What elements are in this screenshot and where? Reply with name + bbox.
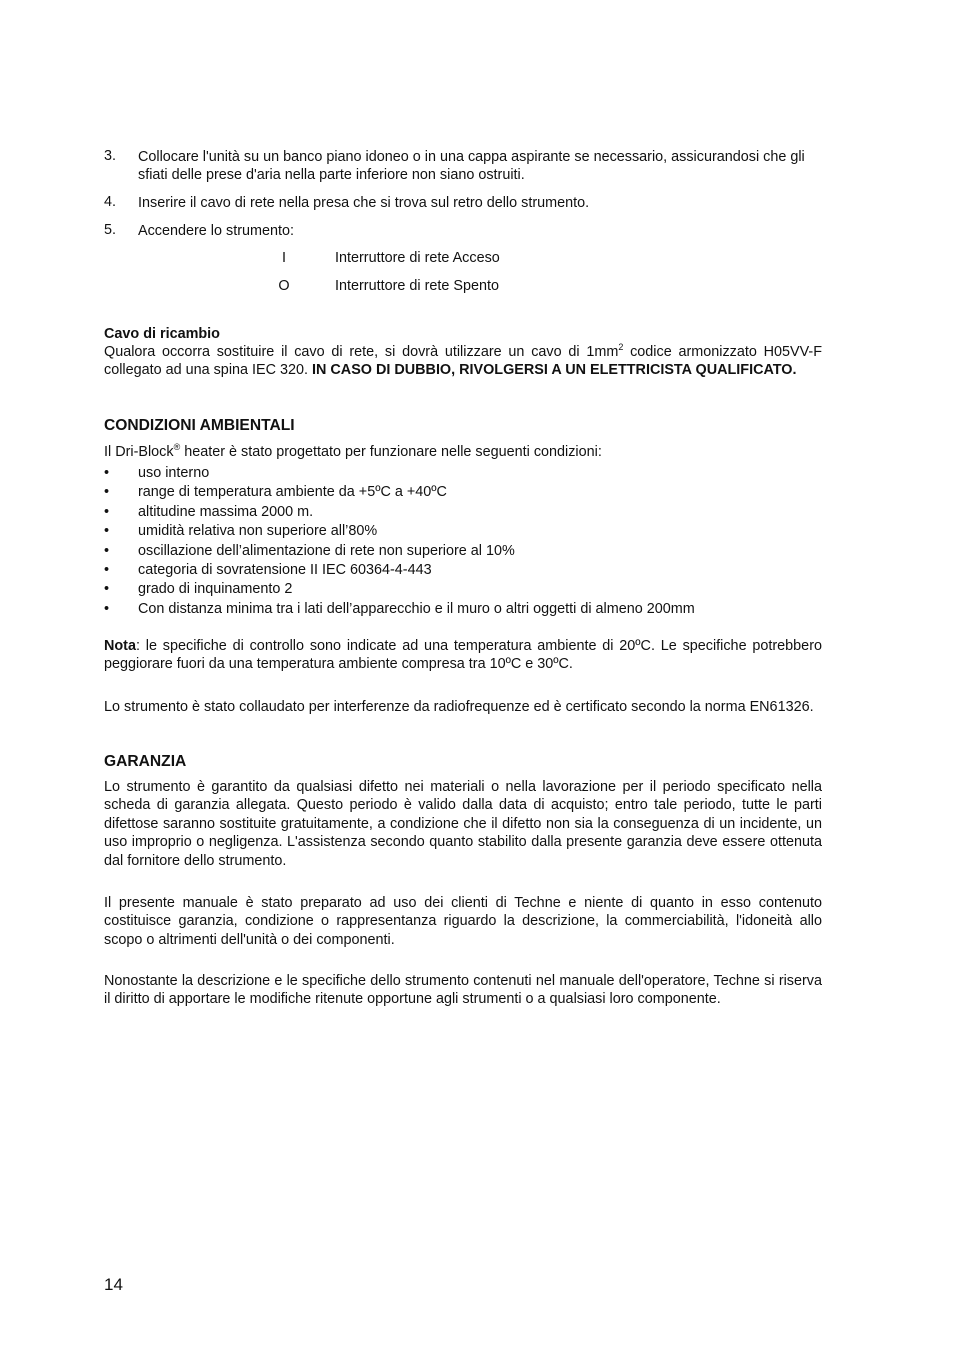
switch-description: Interruttore di rete Spento bbox=[335, 278, 499, 294]
condition-text: altitudine massima 2000 m. bbox=[138, 503, 314, 520]
list-item bbox=[104, 503, 864, 522]
bullet-icon: • bbox=[104, 523, 110, 540]
step-text: Inserire il cavo di rete nella presa che si trova sul retro dello strumento. bbox=[138, 195, 590, 211]
list-item bbox=[104, 580, 864, 599]
list-item bbox=[104, 600, 864, 619]
bullet-icon: • bbox=[104, 600, 110, 617]
spare-cable-text-2: codice armonizzato H05VV-F collegato ad una spina IEC 320. bbox=[104, 344, 822, 379]
note-text: : le specifiche di controllo sono indicate ad una temperatura ambiente di 20ºC. Le specifiche potrebbero peggiorare fuori da una temperatura ambiente compresa tra 10ºC e 30ºC. bbox=[104, 638, 822, 673]
switch-symbol: I bbox=[282, 250, 286, 266]
page-number: 14 bbox=[104, 1275, 123, 1294]
note-paragraph bbox=[104, 637, 822, 674]
condition-text: umidità relativa non superiore all’80% bbox=[138, 523, 378, 540]
warranty-paragraph: Lo strumento è garantito da qualsiasi difetto nei materiali o nella lavorazione per il periodo specificato nella scheda di garanzia allegata. Questo periodo è valido dalla data di acquisto; entro tale periodo, tutte le parti difettose saranno sostituite gratuitamente, a condizione che il difetto non sia la conseguenza di un incidente, un uso improprio o negligenza. L'assistenza secondo quanto stabilito dalla presente garanzia deve essere ottenuta dal fornitore dello strumento. bbox=[104, 779, 822, 869]
bullet-icon: • bbox=[104, 484, 110, 501]
warranty-paragraph: Nonostante la descrizione e le specifiche dello strumento contenuti nel manuale dell'operatore, Techne si riserva il diritto di apportare le modifiche ritenute opportune agli strumenti o a qualsiasi loro componente. bbox=[104, 973, 822, 1008]
step-number: 5. bbox=[104, 222, 117, 238]
emc-paragraph: Lo strumento è stato collaudato per interferenze da radiofrequenze ed è certificato secondo la norma EN61326. bbox=[104, 699, 814, 715]
list-item bbox=[104, 522, 864, 541]
condition-text: range di temperatura ambiente da +5ºC a +40ºC bbox=[138, 484, 447, 501]
bullet-icon: • bbox=[104, 465, 110, 481]
condition-text: oscillazione dell’alimentazione di rete non superiore al 10% bbox=[138, 542, 515, 559]
environment-intro bbox=[104, 443, 822, 461]
list-item bbox=[104, 542, 864, 561]
spare-cable-title: Cavo di ricambio bbox=[104, 326, 220, 342]
list-item bbox=[104, 464, 864, 483]
spare-cable-warning: IN CASO DI DUBBIO, RIVOLGERSI A UN ELETTRICISTA QUALIFICATO. bbox=[312, 362, 797, 379]
condition-text: categoria di sovratensione II IEC 60364-4-443 bbox=[138, 561, 432, 578]
section-heading-environment: CONDIZIONI AMBIENTALI bbox=[104, 417, 295, 434]
list-item bbox=[104, 561, 864, 580]
bullet-icon: • bbox=[104, 561, 110, 578]
conditions-list bbox=[104, 464, 864, 619]
switch-description: Interruttore di rete Acceso bbox=[335, 250, 500, 266]
step-number: 4. bbox=[104, 194, 117, 210]
note-label: Nota bbox=[104, 638, 136, 654]
registered-mark: ® bbox=[173, 442, 181, 453]
section-heading-warranty: GARANZIA bbox=[104, 753, 187, 770]
switch-symbol: O bbox=[278, 278, 290, 294]
list-item bbox=[104, 483, 864, 502]
step-text: Accendere lo strumento: bbox=[138, 223, 294, 239]
bullet-icon: • bbox=[104, 581, 110, 598]
condition-text: grado di inquinamento 2 bbox=[138, 581, 293, 598]
spare-cable-text-1: Qualora occorra sostituire il cavo di rete, si dovrà utilizzare un cavo di 1mm bbox=[104, 344, 619, 360]
bullet-icon: • bbox=[104, 542, 110, 559]
step-text: Collocare l'unità su un banco piano idoneo o in una cappa aspirante se necessario, assicurandosi che gli sfiati delle prese d'aria nella parte inferiore non siano ostruiti. bbox=[138, 149, 805, 184]
condition-text: Con distanza minima tra i lati dell’apparecchio e il muro o altri oggetti di almeno 200mm bbox=[138, 600, 695, 617]
step-number: 3. bbox=[104, 148, 117, 164]
spare-cable-text bbox=[104, 343, 822, 380]
condition-text: uso interno bbox=[138, 465, 210, 481]
warranty-paragraph: Il presente manuale è stato preparato ad uso dei clienti di Techne e niente di quanto in esso contenuto costituisce garanzia, condizione o rappresentanza riguardo la descrizione, la commerciabilità, l'idoneità allo scopo o altrimenti dell'unità o dei componenti. bbox=[104, 895, 822, 948]
bullet-icon: • bbox=[104, 503, 110, 520]
superscript-2: 2 bbox=[618, 342, 624, 353]
intro-text-2: heater è stato progettato per funzionare nelle seguenti condizioni: bbox=[180, 444, 602, 460]
intro-text-1: Il Dri-Block bbox=[104, 444, 174, 460]
